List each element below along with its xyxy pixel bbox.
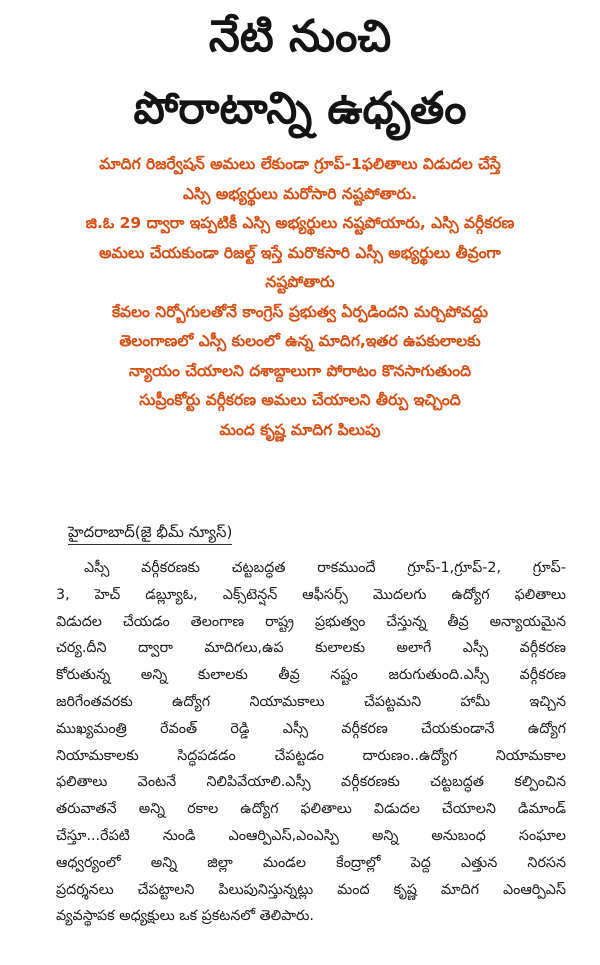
body-line: చేస్తూ...రేపటి నుండి ఎంఆర్పిఎస్,ఎంఎస్పి అన్ని అనుబంధ సంఘాల (56, 827, 566, 844)
highlight-line: కేవలం నిర్బోగులతోనే కాంగ్రెస్ ప్రభుత్వ ఏర్పడిందని మర్చిపోవద్దు (111, 302, 489, 321)
headline-line-2: పోరాటాన్ని ఉధృతం (133, 83, 467, 134)
highlight-line: సుప్రీంకోర్టు వర్గీకరణ అమలు చేయాలని తీర్పు ఇచ్చింది (139, 391, 461, 409)
highlight-line: అమలు చేయకుండా రిజల్ట్ ఇస్తే మరొకసారి ఎస్సీ అభ్యర్థులు తీవ్రంగా (99, 243, 501, 262)
body-line: కోరుతున్న అన్ని కులాలకు తీవ్ర నష్టం జరుగుతుంది.ఎస్సీ వర్గీకరణ (56, 667, 566, 684)
highlight-line: మాదిగ రిజర్వేషన్ అమలు లేకుండా గ్రూప్-1ఫలితాలు విడుదల చేస్తే (99, 155, 501, 173)
body-line: ఎస్సీ వర్గీకరణకు చట్టబద్ధత రాకముందే గ్రూప్-1,గ్రూప్-2, గ్రూప్- (84, 560, 566, 576)
body-line: జరిగేంతవరకు ఉద్యోగ నియామకాలు చేపట్టమని హామీ ఇచ్చిన (56, 693, 566, 710)
highlight-line: ఎస్సి అభ్యర్థులు మరోసారి నష్టపోతారు. (182, 184, 418, 203)
highlight-line: తెలంగాణలో ఎస్సీ కులంలో ఉన్న మాదిగ,ఇతర ఉపకులాలకు (119, 332, 481, 350)
body-line: ముఖ్యమంత్రి రేవంత్ రెడ్డి ఎస్సీ వర్గీకరణ చేయకుండానే ఉద్యోగ (56, 720, 566, 737)
body-line: నియామకాలకు సిద్ధపడడం చేపట్టడం దారుణం..ఉద్యోగ నియామకాల (56, 747, 566, 764)
highlight-line: నష్టపోతారు (265, 273, 335, 291)
highlight-line: న్యాయం చేయాలని దశాబ్దాలుగా పోరాటం కొనసాగుతుంది (128, 361, 472, 380)
body-line: 3, హెచ్ డబ్ల్యూఓ, ఎక్స్‌టెన్షన్ ఆఫీసర్స్ మొదలగు ఉద్యోగ ఫలితాలు (56, 586, 566, 603)
body-line: తరువాతనే అన్ని రకాల ఉద్యోగ ఫలితాలు విడుదల చేయాలని డిమాండ్ (56, 801, 566, 818)
highlights-block (20, 150, 580, 445)
highlight-line: జి.ఓ 29 ద్వారా ఇప్పటికీ ఎస్సి అభ్యర్థులు నష్టపోయారు, ఎస్సి వర్గీకరణ (85, 214, 515, 232)
headline-line-1: నేటి నుంచి (208, 11, 392, 62)
body-line: వ్యవస్థాపక అధ్యక్షులు ఒక ప్రకటనలో తెలిపారు. (56, 908, 314, 925)
dateline: హైదరాబాద్(జై భీమ్ న్యూస్) (68, 520, 232, 545)
body-line: ప్రదర్శనలు చేపట్టాలని పిలుపునిస్తున్నట్లు మంద కృష్ణ మాదిగ ఎంఆర్పిఎస్ (56, 881, 566, 898)
body-line: ఫలితాలు వెంటనే నిలిపివేయాలి.ఎస్సీ వర్గీకరణకు చట్టబద్ధత కల్పించిన (56, 774, 566, 791)
article-body (56, 555, 566, 930)
body-line: విడుదల చేయడం తెలంగాణ రాష్ట్ర ప్రభుత్వం చేస్తున్న తీవ్ర అన్యాయమైన (56, 613, 566, 630)
body-line: ఆధ్వర్యంలో అన్ని జిల్లా మండల కేంద్రాల్లో పెద్ద ఎత్తున నిరసన (56, 854, 566, 871)
highlight-line: మంద కృష్ణ మాదిగ పిలుపు (219, 420, 381, 439)
body-line: చర్య.దీని ద్వారా మాదిగలు,ఉప కులాలకు అలాగే ఎస్సీ వర్గీకరణ (56, 640, 566, 657)
